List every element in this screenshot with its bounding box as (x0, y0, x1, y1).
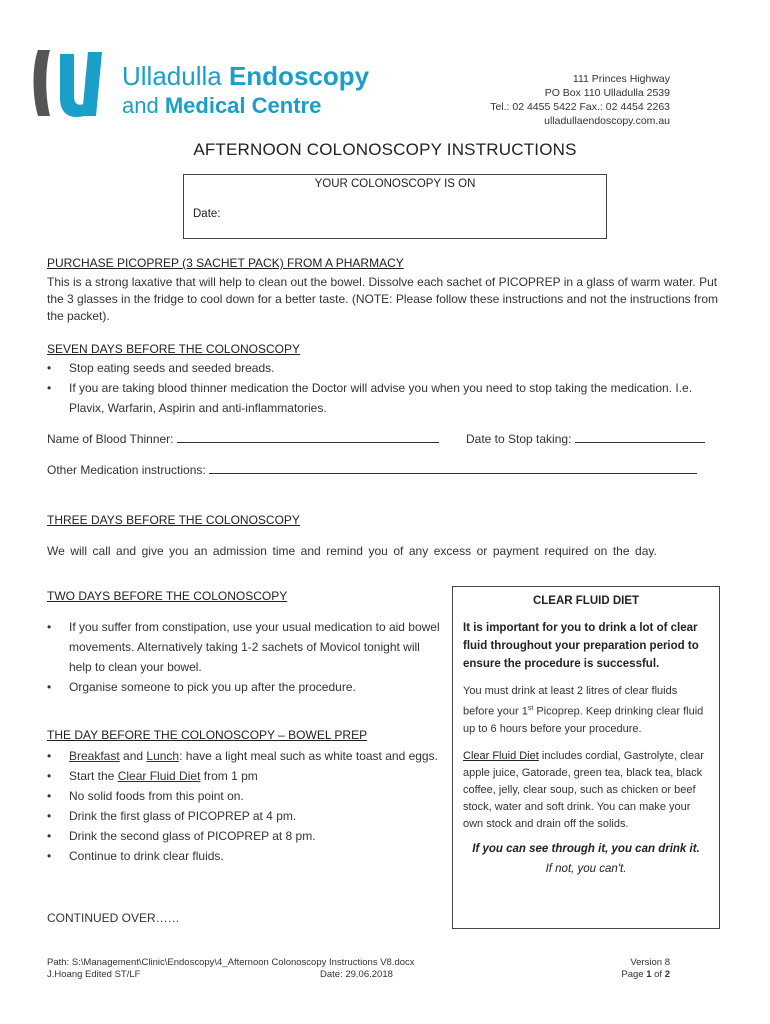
clinic-address (370, 72, 670, 128)
page-label: Page (621, 969, 647, 980)
address-line: 111 Princes Highway (572, 73, 670, 85)
two-days-heading: TWO DAYS BEFORE THE COLONOSCOPY (47, 589, 288, 603)
purchase-text: This is a strong laxative that will help to clean out the bowel. Dissolve each sachet of PICOPREP in a glass of warm water. Put the 3 glasses in the fridge to cool down for a better taste. (NOTE: Please follow these instructions and not the instructions from the packet). (47, 275, 719, 323)
purchase-heading: PURCHASE PICOPREP (3 SACHET PACK) FROM A PHARMACY (47, 256, 404, 270)
diet-label: Clear Fluid Diet (463, 749, 539, 762)
drink-text-b: Picoprep. Keep drinking clear fluid up to 6 hours before your procedure. (463, 705, 704, 735)
day-before-list (47, 746, 447, 866)
clear-fluid-diet-label: Clear Fluid Diet (117, 769, 201, 783)
continued-over: CONTINUED OVER…… (47, 911, 180, 925)
version-label: Version 8 (630, 957, 670, 968)
clinic-logo-icon (30, 44, 112, 124)
blood-thinner-row (47, 430, 439, 448)
list-item: • Stop eating seeds and seeded breads. (47, 358, 724, 378)
seven-days-heading: SEVEN DAYS BEFORE THE COLONOSCOPY (47, 342, 300, 356)
list-item: • Continue to drink clear fluids. (47, 846, 447, 866)
address-line: Tel.: 02 4455 5422 Fax.: 02 4454 2263 (490, 101, 670, 113)
appointment-date-box (183, 174, 607, 239)
other-medication-row (47, 461, 697, 479)
start-text: Start the (69, 769, 118, 783)
page-total: 2 (664, 969, 670, 980)
page-of: of (651, 969, 665, 980)
day-before-heading: THE DAY BEFORE THE COLONOSCOPY – BOWEL PREP (47, 728, 368, 742)
diet-includes-text (453, 748, 719, 833)
two-days-list (47, 617, 442, 697)
list-item: • If you are taking blood thinner medication the Doctor will advise you when you need to stop taking the medication. I.e. Plavix, Warfarin, Aspirin and anti-inflammatories. (47, 378, 724, 418)
clear-fluid-heading: CLEAR FLUID DIET (532, 595, 640, 607)
from-time-text: from 1 pm (200, 769, 258, 783)
list-item (47, 766, 447, 786)
importance-text: It is important for you to drink a lot of clear fluid throughout your preparation period to ensure the procedure is successful. (463, 622, 699, 670)
file-path: Path: S:\Management\Clinic\Endoscopy\4_Afternoon Colonoscopy Instructions V8.docx (47, 957, 415, 968)
other-medication-field[interactable] (209, 461, 697, 474)
breakfast-label: Breakfast (69, 749, 120, 763)
list-item: • Drink the first glass of PICOPREP at 4 pm. (47, 806, 447, 826)
drink-amount-text (453, 683, 719, 738)
edited-by: J.Hoang Edited ST/LF (47, 969, 141, 980)
list-item: • Drink the second glass of PICOPREP at 8 pm. (47, 826, 447, 846)
other-medication-label: Other Medication instructions: (47, 463, 206, 477)
blood-thinner-field[interactable] (177, 430, 439, 443)
date-stop-field[interactable] (575, 430, 705, 443)
date-label: Date: (193, 208, 221, 220)
brand-name: Ulladulla Endoscopy (122, 61, 370, 91)
three-days-heading: THREE DAYS BEFORE THE COLONOSCOPY (47, 513, 300, 527)
colonoscopy-on-label: YOUR COLONOSCOPY IS ON (314, 178, 476, 190)
meal-text: : have a light meal such as white toast and eggs. (179, 749, 438, 763)
blood-thinner-label: Name of Blood Thinner: (47, 432, 174, 446)
list-item: • No solid foods from this point on. (47, 786, 447, 806)
seven-days-list (47, 358, 724, 418)
list-item: • If you suffer from constipation, use your usual medication to aid bowel movements. Alternatively taking 1-2 sachets of Movicol tonight will help to clean your bowel. (47, 617, 442, 677)
address-line: PO Box 110 Ulladulla 2539 (544, 87, 670, 99)
date-stop-row (466, 430, 705, 448)
drink-text-a: You must drink at least 2 litres of clear fluids before your 1 (463, 685, 678, 718)
see-through-quote: If you can see through it, you can drink it. (472, 842, 700, 855)
address-line: ulladullaendoscopy.com.au (544, 115, 670, 127)
lunch-label: Lunch (146, 749, 180, 763)
three-days-text: We will call and give you an admission time and remind you of any excess or payment required on the day. (47, 544, 657, 558)
and-text: and (119, 749, 147, 763)
clear-fluid-diet-box (452, 586, 720, 929)
page-number (621, 969, 670, 981)
footer-version (621, 957, 670, 981)
footer-date: Date: 29.06.2018 (320, 969, 393, 980)
if-not-quote: If not, you can't. (545, 862, 627, 875)
list-item: • Organise someone to pick you up after the procedure. (47, 677, 442, 697)
date-stop-label: Date to Stop taking: (466, 432, 572, 446)
page-title: AFTERNOON COLONOSCOPY INSTRUCTIONS (193, 140, 577, 159)
brand-subtitle: and Medical Centre (122, 93, 322, 118)
diet-list: includes cordial, Gastrolyte, clear apple juice, Gatorade, green tea, black tea, black coffee, jelly, clear soup, such as chicken or beef stock, water and soft drink. You can make your own stock and drain off the solids. (463, 749, 704, 830)
ordinal-suffix: st (527, 705, 534, 712)
page-current: 1 (646, 969, 652, 980)
list-item (47, 746, 447, 766)
